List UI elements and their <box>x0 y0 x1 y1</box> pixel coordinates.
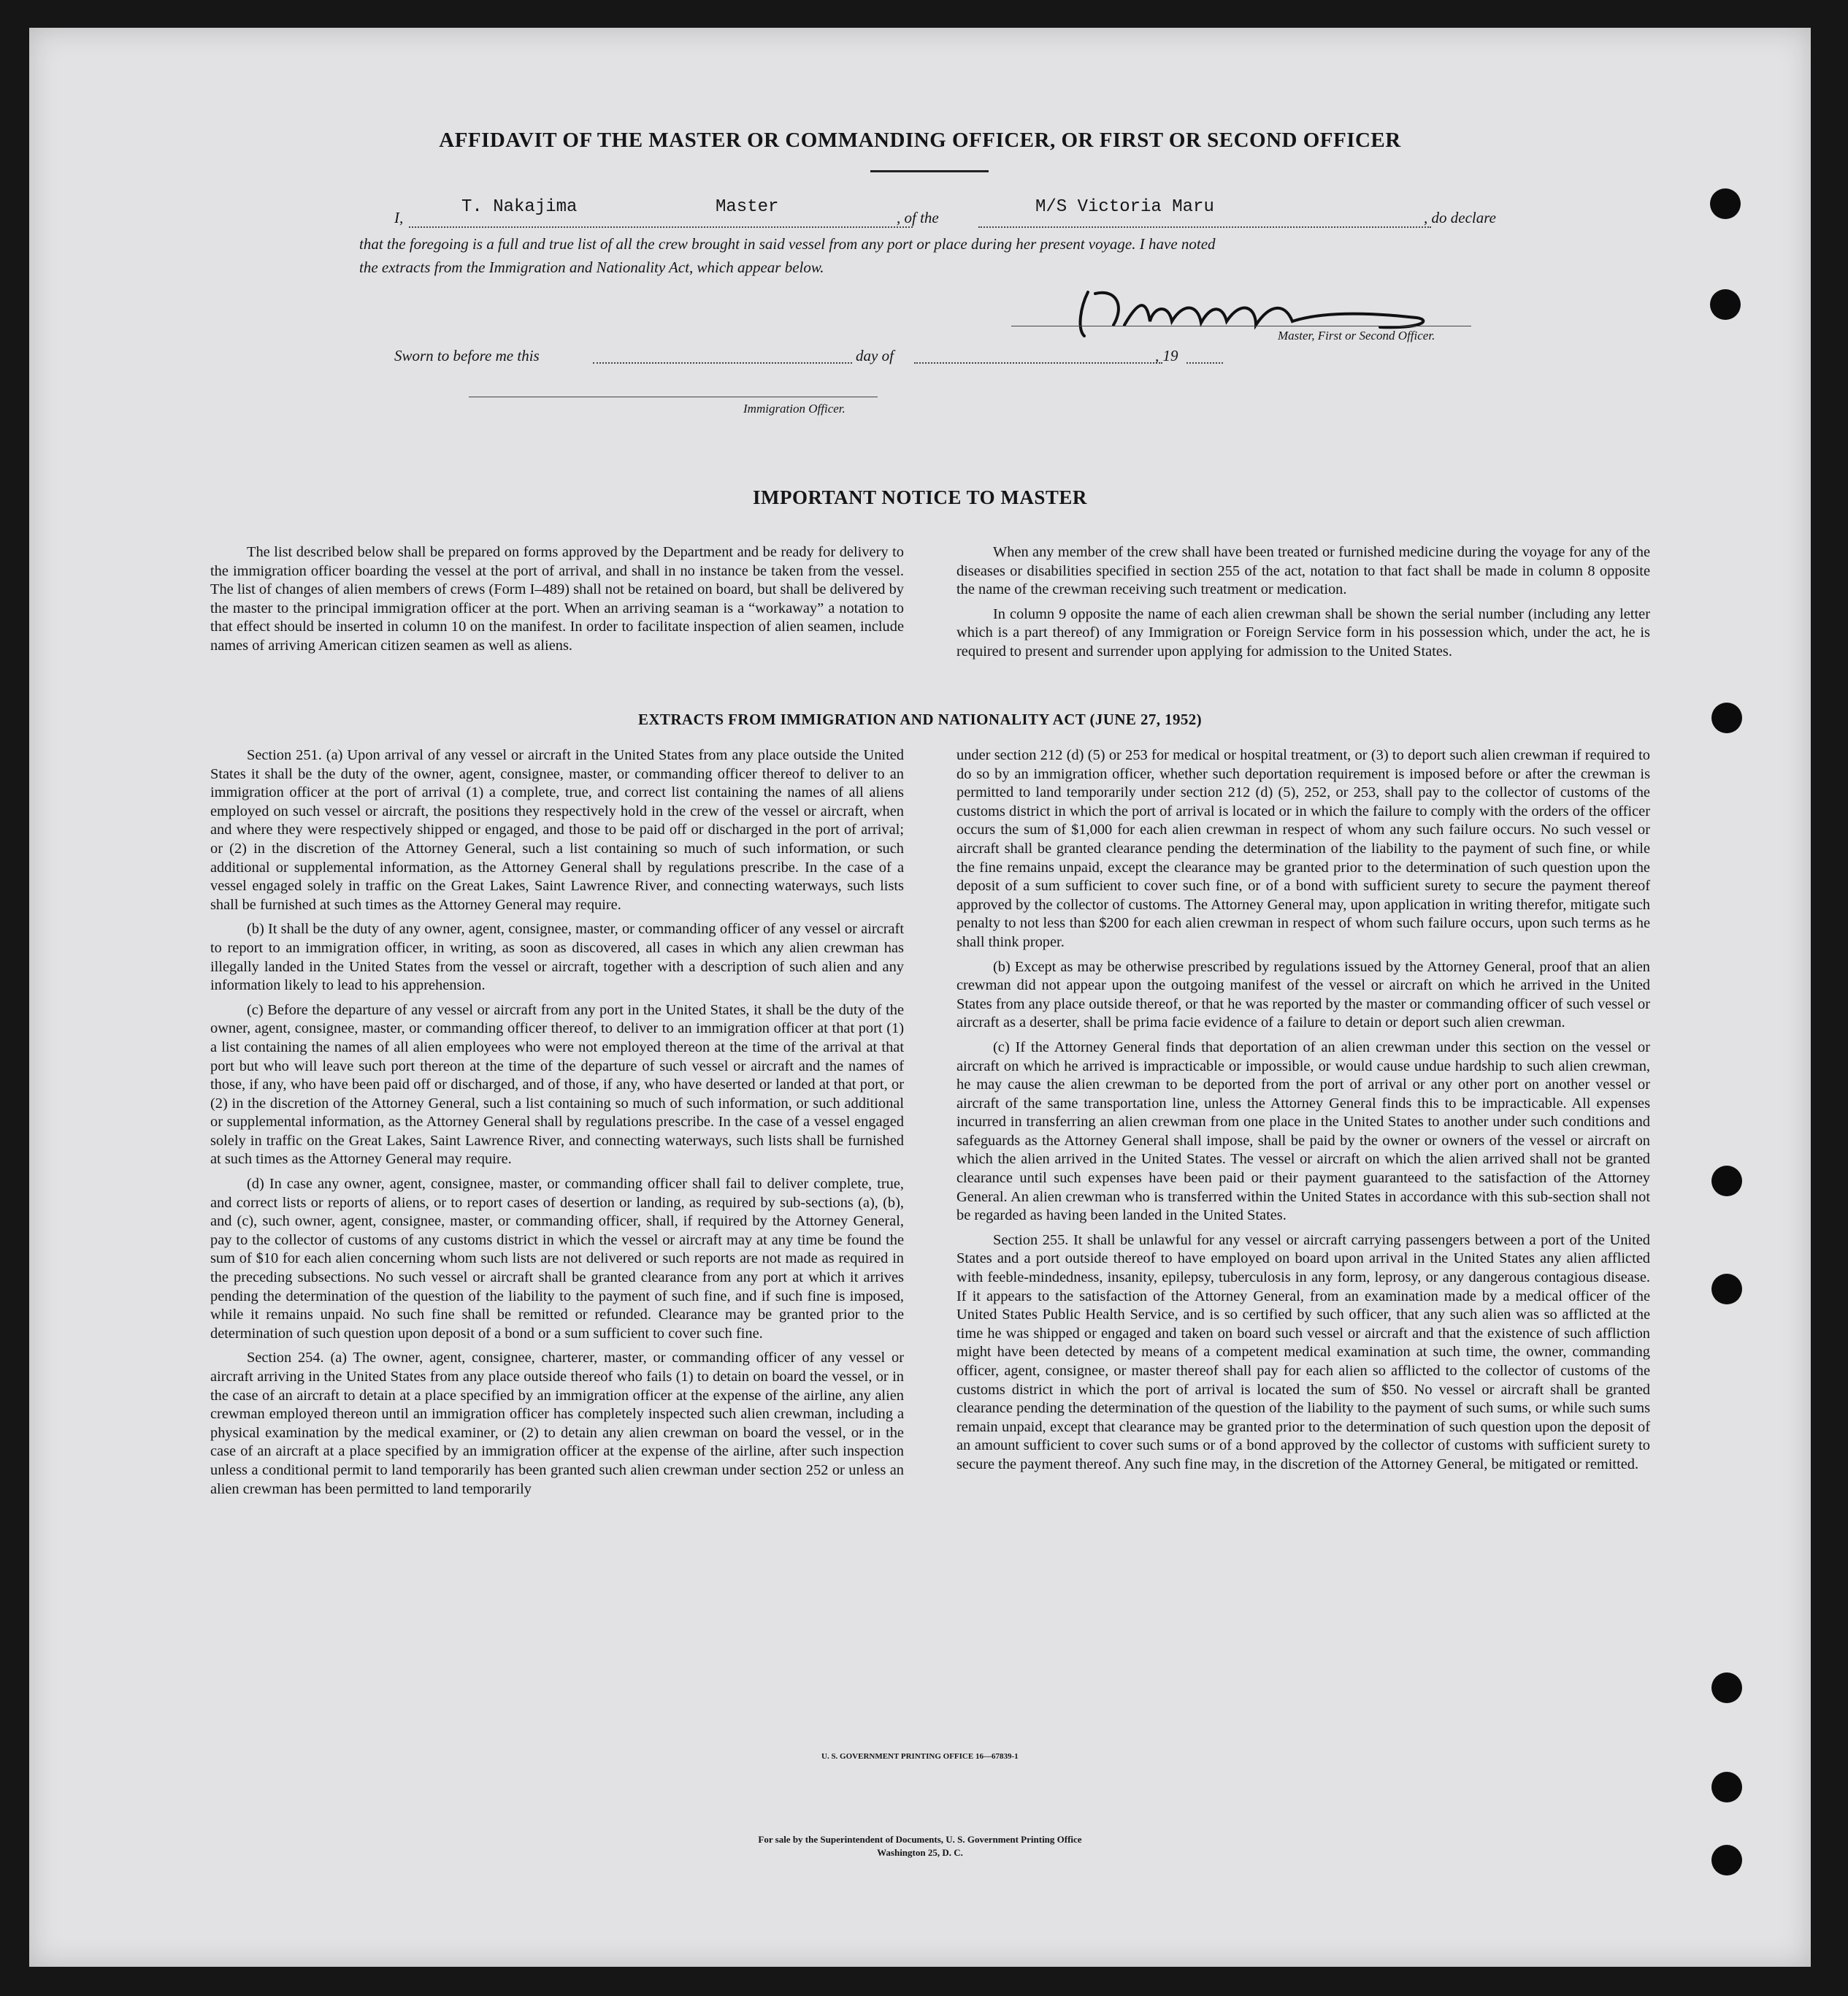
binder-hole <box>1711 703 1742 733</box>
section-254-c: (c) If the Attorney General finds that deportation of an alien crewman under this section on the vessel or aircraft on which he arrived is impracticable or impossible, or would cause undue hardship to such alien crewman, he may cause the alien crewman to be deported from the port of arrival or any other port on another vessel or aircraft of the same transportation line, unless the Attorney General finds this to be impracticable. All expenses incurred in transferring an alien crewman from one place in the United States to another under such conditions and safeguards as the Attorney General shall impose, shall be paid by the owner or owners of the vessel or aircraft on which the alien arrived in the United States. The vessel or aircraft on which the alien arrived shall not be granted clearance until such expenses have been paid or their payment guaranteed to the satisfaction of the Attorney General. An alien crewman who is transferred within the United States in accordance with this sub-section shall not be regarded as having been landed in the United States. <box>956 1039 1650 1224</box>
affidavit-title: AFFIDAVIT OF THE MASTER OR COMMANDING OFFICER, OR FIRST OR SECOND OFFICER <box>439 129 1401 152</box>
sale-line-1: For sale by the Superintendent of Documents, U. S. Government Printing Office <box>758 1834 1082 1845</box>
notice-left-paragraph: The list described below shall be prepared on forms approved by the Department and be ready for delivery to the immigration officer boarding the vessel at the port of arrival, and shall in no instance be taken from the vessel. The list of changes of alien members of crews (Form I–489) shall not be retained on board, but shall be delivered by the master to the principal immigration officer at the port. When an arriving seaman is a “workaway” a notation to that effect should be inserted in column 10 on the manifest. In order to facilitate inspection of alien seamen, include names of arriving American citizen seamen as well as aliens. <box>210 544 904 654</box>
declaration-line-1: that the foregoing is a full and true list of all the crew brought in said vessel from any port or place during her present voyage. I have noted <box>359 235 1216 253</box>
sworn-label: Sworn to before me this <box>394 347 540 364</box>
do-declare-label: , do declare <box>1424 209 1496 226</box>
notice-right-column <box>956 543 1650 662</box>
binder-hole <box>1710 289 1741 320</box>
binder-hole <box>1711 1274 1742 1304</box>
declaration-line-2: the extracts from the Immigration and Nationality Act, which appear below. <box>359 259 824 276</box>
officer-caption: Immigration Officer. <box>743 402 846 416</box>
signature-caption: Master, First or Second Officer. <box>1278 329 1435 343</box>
sale-line-2: Washington 25, D. C. <box>877 1847 963 1858</box>
extracts-right-column <box>956 746 1650 1475</box>
master-rank: Master <box>716 197 779 217</box>
extracts-title: EXTRACTS FROM IMMIGRATION AND NATIONALITY ACT (JUNE 27, 1952) <box>637 711 1203 728</box>
section-251-b: (b) It shall be the duty of any owner, agent, consignee, master, or commanding officer of any vessel or aircraft to report to an immigration officer, in writing, as soon as discovered, all cases in which any alien crewman has illegally landed in the United States from the vessel or aircraft, together with a description of such alien and any information likely to lead to his apprehension. <box>210 921 904 994</box>
notice-right-paragraph-2: In column 9 opposite the name of each alien crewman shall be shown the serial number (including any letter which is a part thereof) of any Immigration or Foreign Service form in his possession which, under the act, he is required to present and surrender upon applying for admission to the United States. <box>956 605 1650 659</box>
i-label: I, <box>394 209 404 226</box>
section-254-a: Section 254. (a) The owner, agent, consignee, charterer, master, or commanding officer of any vessel or aircraft arriving in the United States from any place outside thereof who fails (1) to detain on board the vessel, or in the case of an aircraft to detain at a place specified by an immigration officer at the expense of the airline, any alien crewman employed thereon until an immigration officer has completely inspected such alien crewman, including a physical examination by the medical examiner, or (2) to detain any alien crewman on board the vessel, or in the case of an aircraft at a place specified by an immigration officer at the expense of the airline, after such inspection unless a conditional permit to land temporarily has been granted such alien crewman under section 252 or unless an alien crewman has been permitted to land temporarily <box>210 1350 904 1497</box>
notice-left-column <box>210 543 904 656</box>
section-254-a-continued: under section 212 (d) (5) or 253 for medical or hospital treatment, or (3) to deport such alien crewman if required to do so by an immigration officer, whether such deportation requirement is imposed before or after the crewman is permitted to land temporarily under section 212 (d) (5), 252, or 253, shall pay to the collector of customs of the customs district in which the port of arrival is located or in which the failure to comply with the orders of the officer occurs the sum of $1,000 for each alien crewman in respect of whom any such failure occurs. No such vessel or aircraft shall be granted clearance pending the determination of the liability to the payment of such fine, or while the fine remains unpaid, except the clearance may be granted prior to the determination of such question upon the deposit of a sum sufficient to cover such fine, or of a bond with sufficient surety to secure the payment thereof approved by the collector of customs. The Attorney General may, upon application in writing therefor, mitigate such penalty to not less than $200 for each alien crewman in respect of whom such failure occurs, upon such terms as he shall think proper. <box>956 747 1650 950</box>
notice-right-paragraph-1: When any member of the crew shall have been treated or furnished medicine during the voyage for any of the diseases or disabilities specified in section 255 of the act, notation to that fact shall be made in column 8 opposite the name of the crewman receiving such treatment or medication. <box>956 544 1650 598</box>
title-rule <box>870 170 989 172</box>
binder-hole <box>1711 1166 1742 1196</box>
binder-hole <box>1711 1845 1742 1875</box>
section-251-d: (d) In case any owner, agent, consignee, master, or commanding officer shall fail to deliver complete, true, and correct lists or reports of aliens, or to report cases of desertion or landing, as required by sub-sections (a), (b), and (c), such owner, agent, consignee, master, or commanding officer, shall, if required by the Attorney General, pay to the collector of customs of any customs district in which the vessel or aircraft may at any time be found the sum of $10 for each alien concerning whom such lists are not delivered or such reports are not made as required in the preceding subsections. No such vessel or aircraft shall be granted clearance from any port at which it arrives pending the determination of the question of the liability to the payment of such fine, and if such fine is imposed, while it remains unpaid. No such fine shall be remitted or refunded. Clearance may be granted prior to the determination of such question upon deposit of a bond or a sum sufficient to cover such fine. <box>210 1176 904 1342</box>
year-label: , 19 <box>1155 347 1178 364</box>
section-251-c: (c) Before the departure of any vessel or aircraft from any port in the United States, it shall be the duty of the owner, agent, consignee, master, or commanding officer thereof, to deliver to an immigration officer at that port (1) a list containing the names of all alien employees who were not employed thereon at the time of the arrival at that port but who will leave such port thereon at the time of the departure of such vessel or aircraft and the names of those, if any, who have been paid off or discharged, and of those, if any, who have deserted or landed at that port, or (2) in the discretion of the Attorney General, such a list containing so much of such information, or such additional or supplemental information, as the Attorney General shall by regulations prescribe. In the case of a vessel engaged solely in traffic on the Great Lakes, Saint Lawrence River, and connecting waterways, such lists shall be furnished at such times as the Attorney General may require. <box>210 1001 904 1168</box>
binder-hole <box>1711 1772 1742 1802</box>
of-the-label: , of the <box>897 209 939 226</box>
master-name: T. Nakajima <box>461 197 578 217</box>
sworn-year-line <box>1186 362 1223 364</box>
extracts-left-column <box>210 746 904 1499</box>
binder-hole <box>1711 1672 1742 1703</box>
printer-line: U. S. GOVERNMENT PRINTING OFFICE 16—67839-1 <box>821 1752 1019 1761</box>
section-255: Section 255. It shall be unlawful for any vessel or aircraft carrying passengers between a port of the United States and a port outside thereof to have employed on board upon arrival in the United States any alien afflicted with feeble-mindedness, insanity, epilepsy, tuberculosis in any form, leprosy, or any dangerous contagious disease. If it appears to the satisfaction of the Attorney General, from an examination made by a medical officer of the United States Public Health Service, and is so certified by such officer, that any such alien was so afflicted at the time he was shipped or engaged and taken on board such vessel or aircraft and that the existence of such affliction might have been detected by means of a competent medical examination at such time, the owner, commanding officer, agent, consignee, or master thereof shall pay for each alien so afflicted to the collector of customs of the customs district in which the port of arrival is located the sum of $50. No vessel or aircraft shall be granted clearance pending the determination of the question of the liability to the payment of such sums, or while such sums remain unpaid, except that clearance may be granted prior to the determination of such question upon the deposit of an amount sufficient to cover such sums or of a bond approved by the collector of customs with sufficient surety to secure the payment thereof. Any such fine may, in the discretion of the Attorney General, be mitigated or remitted. <box>956 1231 1650 1472</box>
sworn-month-line <box>914 362 1162 364</box>
vessel-line <box>978 226 1431 228</box>
notice-title: IMPORTANT NOTICE TO MASTER <box>753 486 1087 508</box>
name-line <box>409 226 913 228</box>
document-page <box>29 28 1811 1967</box>
section-254-b: (b) Except as may be otherwise prescribed by regulations issued by the Attorney General, proof that an alien crewman did not appear upon the outgoing manifest of the vessel or aircraft on which he arrived in the United States from any place outside thereof, or that he was reported by the master or commanding officer of such vessel or aircraft as a deserter, shall be prima facie evidence of a failure to detain or deport such alien crewman. <box>956 958 1650 1031</box>
section-251-a: Section 251. (a) Upon arrival of any vessel or aircraft in the United States from any place outside the United States it shall be the duty of the owner, agent, consignee, master, or commanding officer thereof to deliver to an immigration officer at the port of arrival (1) a complete, true, and correct list containing the names of all aliens employed on such vessel or aircraft, the positions they respectively hold in the crew of the vessel or aircraft, when and where they were respectively shipped or engaged, and those to be paid off or discharged in the port of arrival; or (2) in the discretion of the Attorney General, such a list containing so much of such information, or such additional or supplemental information, as the Attorney General shall by regulations prescribe. In the case of a vessel engaged solely in traffic on the Great Lakes, Saint Lawrence River, and connecting waterways, such lists shall be furnished at such times as the Attorney General may require. <box>210 747 904 913</box>
binder-hole <box>1710 188 1741 219</box>
vessel-name: M/S Victoria Maru <box>1035 197 1214 217</box>
sworn-day-line <box>593 362 852 364</box>
day-of-label: day of <box>856 347 894 364</box>
